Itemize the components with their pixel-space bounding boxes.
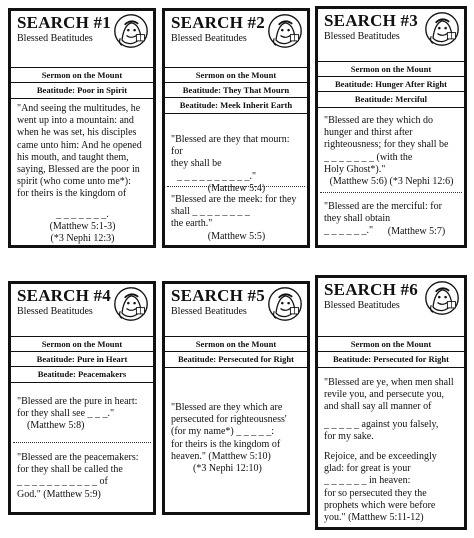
text-line: went up into a mountain: and <box>17 115 134 127</box>
card-title: SEARCH #1 <box>17 13 111 32</box>
card-header <box>11 284 153 338</box>
scripture-reference: (Matthew 5:8) <box>27 420 85 432</box>
scripture-reference: (*3 Nephi 12:3) <box>50 233 115 245</box>
text-line: saying, Blessed are the poor in <box>17 164 140 176</box>
text-line: righteousness; for they shall be <box>324 139 449 151</box>
section-1 <box>17 396 148 433</box>
card-search-6 <box>315 275 467 530</box>
text-line: _ _ _ _ _ _ in heaven: <box>324 475 411 487</box>
card-search-5 <box>162 281 310 515</box>
text-line: prophets which were before <box>324 499 436 511</box>
row-sermon: Sermon on the Mount <box>318 61 464 77</box>
scripture-reference: (Matthew 5:4) <box>207 182 266 194</box>
dotted-divider <box>320 192 462 193</box>
text-line: God." (Matthew 5:9) <box>17 488 101 500</box>
text-line: "Blessed are ye, when men shall <box>324 377 454 388</box>
text-line: they shall be <box>171 158 222 170</box>
section-1 <box>324 377 459 524</box>
scripture-reference: (Matthew 5:7) <box>387 225 446 237</box>
text-line: "And seeing the multitudes, he <box>17 103 141 114</box>
row-beatitude-2: Beatitude: Peacemakers <box>11 366 153 383</box>
text-line <box>324 443 459 451</box>
text-line: _ _ _ _ _ _ _. <box>56 208 109 220</box>
scripture-reference: (*3 Nephi 12:10) <box>193 463 262 475</box>
scripture-figure-icon <box>113 13 149 49</box>
dotted-divider <box>167 186 305 187</box>
row-beatitude-1: Beatitude: They That Mourn <box>165 82 307 98</box>
text-line: came unto him: And he opened <box>17 139 142 151</box>
row-beatitude-2: Beatitude: Merciful <box>318 91 464 108</box>
card-header <box>318 278 464 332</box>
text-line: "Blessed are the pure in heart: <box>17 396 138 407</box>
text-line: spirit (who come unto me*): <box>17 176 131 188</box>
row-beatitude-2: Beatitude: Meek Inherit Earth <box>165 97 307 114</box>
scripture-figure-icon <box>424 11 460 47</box>
text-line: Rejoice, and be exceedingly <box>324 451 437 463</box>
scripture-figure-icon <box>113 286 149 322</box>
card-subtitle: Blessed Beatitudes <box>324 31 400 42</box>
text-line: _ _ _ _ _ _ _ (with the <box>324 151 413 163</box>
card-title: SEARCH #5 <box>171 286 265 305</box>
card-header <box>165 284 307 338</box>
card-header <box>318 9 464 63</box>
card-header <box>11 11 153 65</box>
card-search-3 <box>315 6 467 248</box>
row-beatitude-1: Beatitude: Hunger After Right <box>318 76 464 92</box>
text-line: "Blessed are they that mourn: for <box>171 134 290 158</box>
text-line: and shall say all manner of <box>324 401 432 413</box>
row-sermon: Sermon on the Mount <box>11 336 153 352</box>
text-line: glad: for great is your <box>324 463 411 475</box>
text-line: "Blessed are the meek: for they <box>171 194 297 205</box>
text-line: _ _ _ _ _ _ _ _ _ _ _ of <box>17 476 108 488</box>
row-sermon: Sermon on the Mount <box>318 336 464 352</box>
row-sermon: Sermon on the Mount <box>165 67 307 83</box>
card-title: SEARCH #6 <box>324 280 418 299</box>
text-line: heaven." (Matthew 5:10) <box>171 450 271 462</box>
text-line: "Blessed are they which do <box>324 115 434 126</box>
text-line: shall _ _ _ _ _ _ _ _ <box>171 206 250 218</box>
scripture-figure-icon <box>424 280 460 316</box>
card-subtitle: Blessed Beatitudes <box>324 300 400 311</box>
card-subtitle: Blessed Beatitudes <box>171 33 247 44</box>
text-line: persecuted for righteousness' <box>171 414 287 426</box>
text-line: for my sake. <box>324 430 374 442</box>
card-title: SEARCH #3 <box>324 11 418 30</box>
row-sermon: Sermon on the Mount <box>11 67 153 83</box>
text-line: Holy Ghost*)." <box>324 163 386 175</box>
row-beatitude-1: Beatitude: Pure in Heart <box>11 351 153 367</box>
scripture-reference: (Matthew 5:5) <box>207 230 266 242</box>
text-line: _ _ _ _ _ _." <box>324 225 374 237</box>
text-line: revile you, and persecute you, <box>324 389 444 401</box>
row-beatitude-1: Beatitude: Poor in Spirit <box>11 82 153 99</box>
section-2 <box>324 201 459 238</box>
text-line: the earth." <box>171 218 213 230</box>
card-subtitle: Blessed Beatitudes <box>17 306 93 317</box>
card-title: SEARCH #2 <box>171 13 265 32</box>
text-line: they shall obtain <box>324 213 391 225</box>
text-line: for so persecuted they the <box>324 487 427 499</box>
card-header <box>165 11 307 65</box>
text-line: his mouth, and taught them, <box>17 151 129 163</box>
text-line: for they shall see _ _ _." <box>17 408 115 420</box>
dotted-divider <box>13 442 151 443</box>
text-line: _ _ _ _ _ _ _ _ _ _." <box>177 170 257 182</box>
card-body <box>17 103 148 245</box>
section-1 <box>171 402 302 475</box>
card-subtitle: Blessed Beatitudes <box>17 33 93 44</box>
section-1 <box>324 115 459 188</box>
text-line: "Blessed are the merciful: for <box>324 201 442 212</box>
scripture-figure-icon <box>267 13 303 49</box>
scripture-reference: (Matthew 5:1-3) <box>49 220 116 232</box>
card-title: SEARCH #4 <box>17 286 111 305</box>
card-search-1 <box>8 8 156 248</box>
card-search-4 <box>8 281 156 515</box>
row-beatitude-1: Beatitude: Persecuted for Right <box>165 351 307 368</box>
section-2 <box>17 452 148 501</box>
text-line: (for my name*) _ _ _ _ _: <box>171 426 275 438</box>
text-line: for they shall be called the <box>17 464 123 476</box>
section-2 <box>171 194 302 243</box>
scripture-figure-icon <box>267 286 303 322</box>
card-search-2 <box>162 8 310 248</box>
text-line: when he was set, his disciples <box>17 127 137 139</box>
text-line: for theirs is the kingdom of <box>171 438 281 450</box>
text-line: _ _ _ _ _ against you falsely, <box>324 418 439 430</box>
card-subtitle: Blessed Beatitudes <box>171 306 247 317</box>
text-line: you." (Matthew 5:11-12) <box>324 512 424 524</box>
row-sermon: Sermon on the Mount <box>165 336 307 352</box>
text-line: "Blessed are they which are <box>171 402 283 413</box>
row-beatitude-1: Beatitude: Persecuted for Right <box>318 351 464 368</box>
text-line: "Blessed are the peacemakers: <box>17 452 139 463</box>
scripture-reference: (Matthew 5:6) (*3 Nephi 12:6) <box>329 176 454 188</box>
text-line: hunger and thirst after <box>324 127 413 139</box>
text-line <box>17 201 148 209</box>
text-line: for theirs is the kingdom of <box>17 188 127 200</box>
